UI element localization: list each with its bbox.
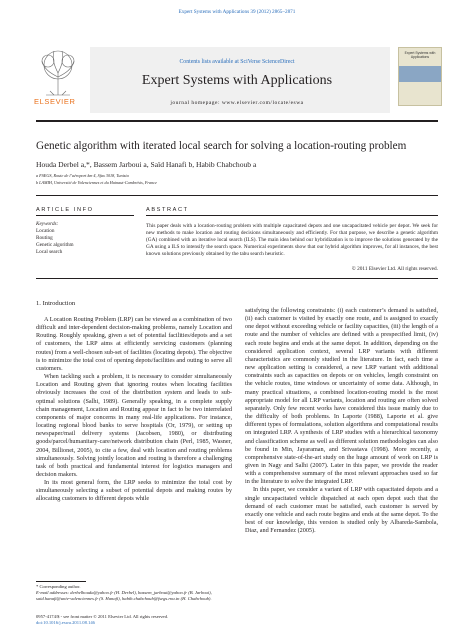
- footnote-emails: E-mail addresses: derbelhouda@yahoo.fr (H. Derbel), bassem_jarboui@yahoo.fr (B. Jarboui), said.hanafi@univ-valenciennes.fr (S. Hanafi), habib.chabchoub@fsegs.rnu.tn (H. Chabchoub).: [36, 590, 212, 601]
- publisher-wordmark: ELSEVIER: [34, 97, 76, 106]
- abstract-bottom-rule: [36, 278, 438, 279]
- footnote-rule: [36, 581, 86, 582]
- header-rule: [36, 120, 438, 122]
- abstract-copyright: © 2011 Elsevier Ltd. All rights reserved.: [351, 266, 438, 272]
- cover-band: [399, 66, 441, 82]
- article-info-heading: ARTICLE INFO: [36, 207, 94, 213]
- title-rule: [36, 195, 438, 196]
- intro-para-5: In this paper, we consider a variant of LRP with capacitated depots and a single uncapacitated vehicle dispatched at each open depot such that the demand of each customer must be satisfied, each customer is served by exactly one vehicle and each route begins and ends at the same depot. To the best of our knowledge, this version is studied only by Albareda-Sambola, Diaz, and Fernandez (2005).: [245, 486, 438, 535]
- journal-homepage[interactable]: journal homepage: www.elsevier.com/locate/eswa: [170, 100, 304, 106]
- abstract-heading: ABSTRACT: [146, 207, 189, 213]
- doi-link[interactable]: doi:10.1016/j.eswa.2011.08.146: [36, 620, 95, 625]
- intro-para-3: In its most general form, the LRP seeks to minimize the total cost by simultaneously selecting a subset of potential depots and making routes by allocating customers to different depots while: [36, 479, 232, 503]
- keyword-2: Routing: [36, 235, 53, 241]
- sciencedirect-link[interactable]: Contents lists available at SciVerse ScienceDirect: [179, 59, 295, 65]
- journal-citation[interactable]: Expert Systems with Applications 39 (2012) 2865–2871: [178, 9, 296, 15]
- intro-heading: 1. Introduction: [36, 300, 76, 307]
- cover-title: Expert Systems with Applications: [404, 51, 436, 59]
- article-title: Genetic algorithm with iterated local search for solving a location-routing problem: [36, 140, 407, 152]
- abstract-rule: [146, 215, 438, 216]
- journal-name: Expert Systems with Applications: [141, 73, 333, 88]
- intro-para-4: satisfying the following constraints: (i) each customer’s demand is satisfied, (ii) each customer is visited by exactly one route, and is assigned to exactly one depot without exceeding vehicle or facility capacities, (iii) the length of a route and the number of vehicles are defined with a prespecified limit, (iv) each route begins and ends at the same depot. In addition, depending on the considered application context, several LRP variants with different characteristics are commonly studied in the literature. In fact, each time a new application setting is considered, a new LRP variant with additional constraints such as capacities on depots or on vehicles, length constraint on the vehicle routes, time windows or uncertainty of some data. Although, in many practical situations, a combined location-routing model is the most appropriate model for all LRP variants, location and routing are often solved separately. Only few recent works have considered this issue mainly due to the difficulty of both problems. In Laporte (1988), Laporte et al. give different types of formulations, solution algorithms and computational results on integrated LRP. A synthesis of LRP studies with a hierarchical taxonomy and classification scheme as well as different solution methodologies can also be found in Min, Jayaraman, and Srivastava (1998). More recently, a comprehensive state-of-the-art study on the huge amount of work on LRP is given in Nagy and Salhi (2007). Later in this paper, we provide the reader with a comprehensive summary of the most relevant approaches used so far in the literature to solve the integrated LRP.: [245, 307, 438, 486]
- intro-left-column: [36, 316, 232, 504]
- keywords-label: Keywords:: [36, 221, 59, 227]
- intro-para-1: A Location Routing Problem (LRP) can be viewed as a combination of two difficult and inter-dependent decision-making problems, namely Location and Routing. Roughly speaking, given a set of potential facilities/depots and a set of customers, the LRP aims at efficiently servicing customers (planning routes) from a well-chosen sub-set of facilities (locating depots). The objective is to minimize the total cost of opening depots/facilities and outing to serve all customers.: [36, 316, 232, 372]
- intro-right-column: [245, 307, 438, 535]
- affiliation-b: b LAMIH, Université de Valenciennes et du Hainaut-Cambrésis, France: [36, 180, 157, 185]
- abstract-text: This paper deals with a location-routing problem with multiple capacitated depots and one uncapacitated vehicle per depot. We seek for new methods to make location and routing decisions simultaneously and efficiently. For that purpose, we describe a genetic algorithm (GA) combined with an iterative local search (ILS). The main idea behind our hybridization is to improve the solutions generated by the GA using a ILS to intensify the search space. Numerical experiments show that our hybrid algorithm improves, for all instances, the best known solutions previously obtained by the tabu search heuristic.: [146, 223, 438, 258]
- author-list: Houda Derbel a,*, Bassem Jarboui a, Saïd Hanafi b, Habib Chabchoub a: [36, 160, 257, 169]
- keyword-3: Genetic algorithm: [36, 242, 74, 248]
- article-info-rule: [36, 215, 134, 216]
- intro-para-2: When tackling such a problem, it is necessary to consider simultaneously Location and Routing given that ignoring routes when locating facilities obviously increases the cost of the distribution system and leads to sub-optimal solutions (Salhi, 1989). Generally speaking, in a complete supply chain management, Location and Routing appear in fact to be two interrelated components of major concerns in many real-life applications. For instance, locating regional blood banks to serve hospitals (Or, 1979), or setting up newspaper/mail delivery systems (Jacobsen, 1980), or distributing goods/parcel/humanitary-care/network distribution chain (Perl, 1985, Wasner, 2004, Billionet, 2005), to cite a few, deal with location and routing problems simultaneously. Solving jointly location and routing is therefore a challenging task of both practical and fundamental interest for logistics managers and decision makers.: [36, 373, 232, 478]
- keyword-1: Location: [36, 228, 55, 234]
- affiliation-a: a FSEGS, Route de l’aéroport km 4, Sfax 3018, Tunisia: [36, 173, 129, 178]
- footnote-issn: 0957-4174/$ - see front matter © 2011 Elsevier Ltd. All rights reserved.: [36, 614, 169, 619]
- keyword-4: Local search: [36, 249, 63, 255]
- elsevier-tree-icon: [36, 47, 80, 97]
- journal-cover: [398, 47, 442, 106]
- footnote-corresponding: * Corresponding author.: [36, 584, 81, 589]
